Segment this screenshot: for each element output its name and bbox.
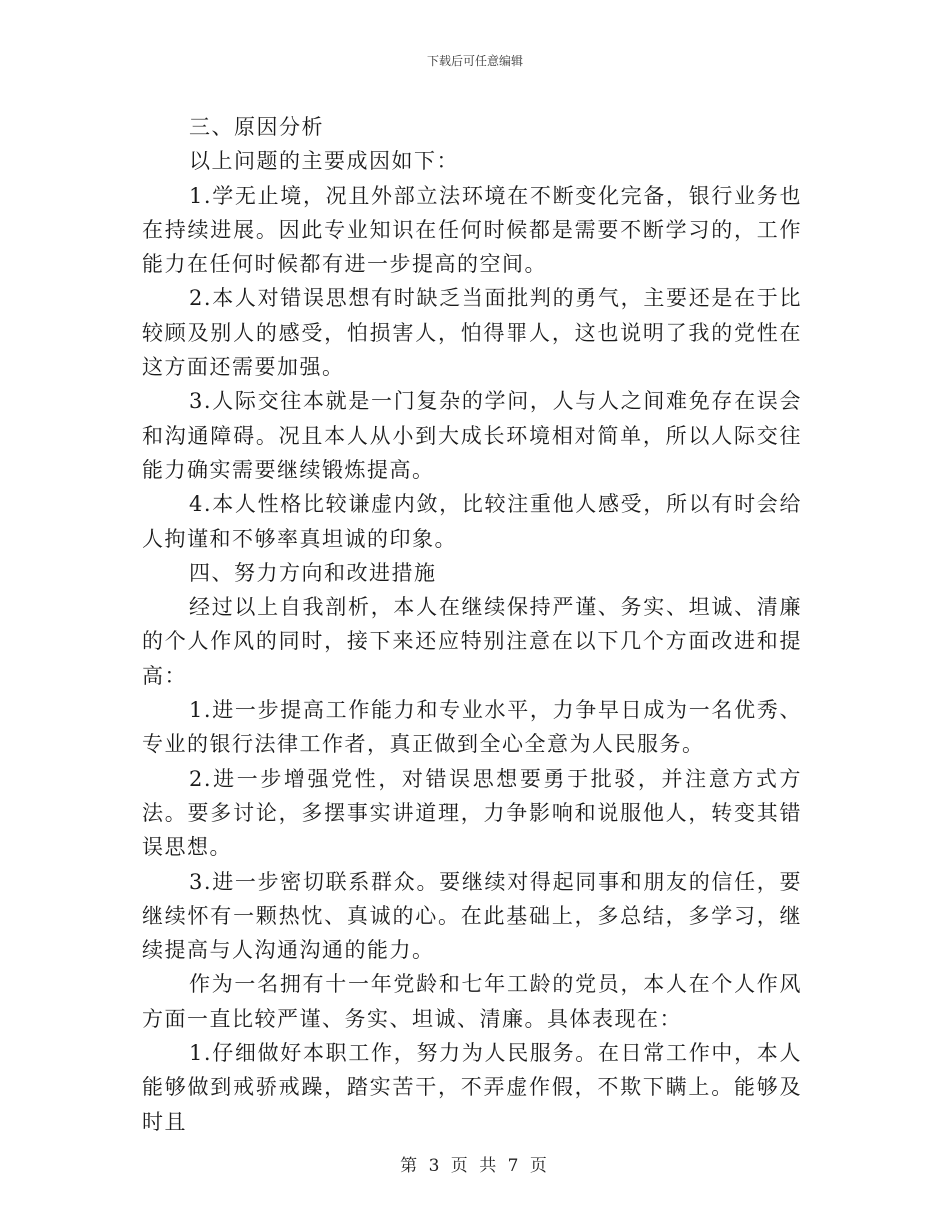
list-item: 2.进一步增强党性，对错误思想要勇于批驳，并注意方式方法。要多讨论，多摆事实讲道理，力争影响和说服他人，转变其错误思想。 [142, 766, 802, 860]
paragraph: 经过以上自我剖析，本人在继续保持严谨、务实、坦诚、清廉的个人作风的同时，接下来还应特别注意在以下几个方面改进和提高： [142, 595, 802, 688]
section-heading-improvements: 四、努力方向和改进措施 [189, 560, 437, 585]
page-header: 下载后可任意编辑 [426, 54, 523, 68]
page-number-footer: 第 3 页 共 7 页 [400, 1156, 550, 1176]
section-heading-reasons: 三、原因分析 [189, 115, 324, 139]
paragraph: 以上问题的主要成因如下： [189, 149, 459, 174]
list-item: 1.仔细做好本职工作，努力为人民服务。在日常工作中，本人能够做到戒骄戒躁，踏实苦干，不弄虚作假，不欺下瞒上。能够及时且 [142, 1041, 802, 1134]
paragraph: 作为一名拥有十一年党龄和七年工龄的党员，本人在个人作风方面一直比较严谨、务实、坦诚、清廉。具体表现在： [142, 972, 802, 1031]
list-item: 4.本人性格比较谦虚内敛，比较注重他人感受，所以有时会给人拘谨和不够率真坦诚的印象。 [142, 492, 802, 551]
list-item: 3.进一步密切联系群众。要继续对得起同事和朋友的信任，要继续怀有一颗热忱、真诚的心。在此基础上，多总结，多学习，继续提高与人沟通沟通的能力。 [142, 869, 802, 963]
list-item: 1.学无止境，况且外部立法环境在不断变化完备，银行业务也在持续进展。因此专业知识在任何时候都是需要不断学习的，工作能力在任何时候都有进一步提高的空间。 [142, 183, 802, 277]
document-body [142, 110, 802, 1139]
list-item: 2.本人对错误思想有时缺乏当面批判的勇气，主要还是在于比较顾及别人的感受，怕损害人，怕得罪人，这也说明了我的党性在这方面还需要加强。 [142, 286, 802, 380]
list-item: 3.人际交往本就是一门复杂的学问，人与人之间难免存在误会和沟通障碍。况且本人从小到大成长环境相对简单，所以人际交往能力确实需要继续锻炼提高。 [142, 389, 802, 482]
list-item: 1.进一步提高工作能力和专业水平，力争早日成为一名优秀、专业的银行法律工作者，真正做到全心全意为人民服务。 [142, 698, 802, 757]
